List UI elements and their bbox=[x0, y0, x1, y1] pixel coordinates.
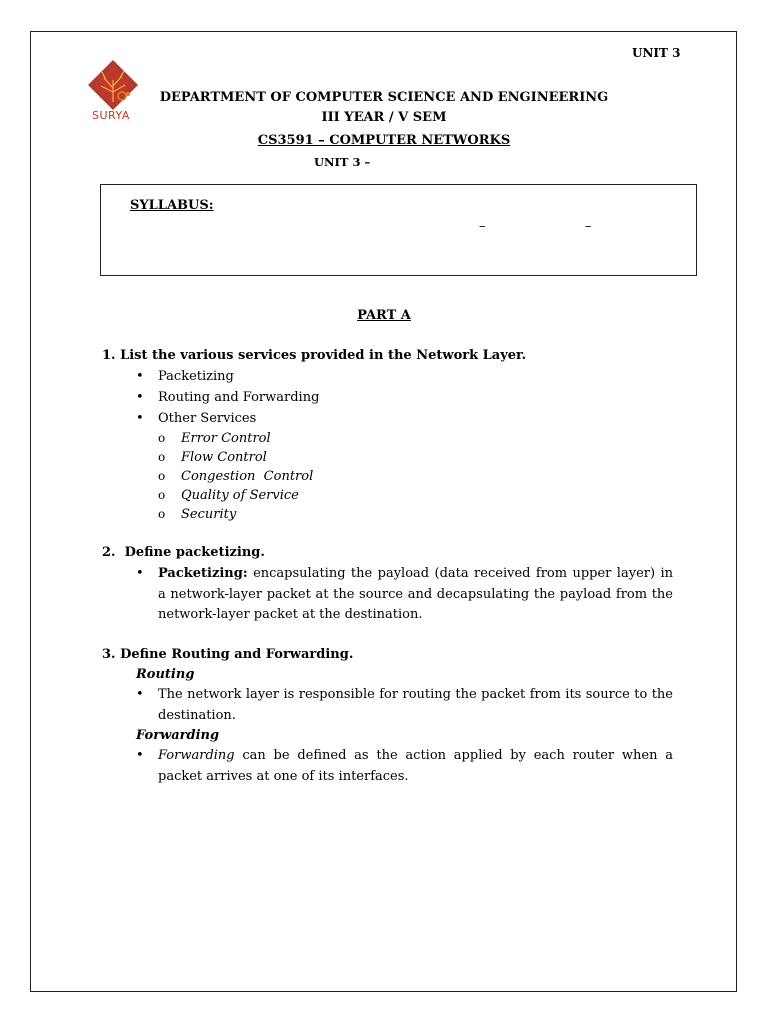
bullet-icon: • bbox=[136, 566, 144, 581]
syllabus-title: SYLLABUS: bbox=[130, 198, 214, 213]
sub-list-item: Quality of Service bbox=[181, 488, 299, 503]
syllabus-dash: – bbox=[585, 219, 592, 234]
routing-heading: Routing bbox=[136, 667, 195, 682]
bullet-icon: • bbox=[136, 748, 144, 763]
syllabus-dash: – bbox=[479, 219, 486, 234]
part-heading: PART A bbox=[357, 308, 411, 323]
sub-list-item: Flow Control bbox=[181, 450, 267, 465]
sub-list-item: Error Control bbox=[181, 431, 271, 446]
forwarding-heading: Forwarding bbox=[136, 728, 220, 743]
term: Packetizing: bbox=[158, 566, 248, 581]
circle-bullet-icon: o bbox=[158, 431, 166, 445]
unit-tag: UNIT 3 bbox=[632, 46, 681, 60]
circle-bullet-icon: o bbox=[158, 488, 166, 502]
term: Forwarding bbox=[158, 748, 235, 763]
question-2: 2. Define packetizing. bbox=[102, 545, 265, 560]
unit-line: UNIT 3 – bbox=[314, 155, 371, 169]
circle-bullet-icon: o bbox=[158, 507, 166, 521]
circle-bullet-icon: o bbox=[158, 450, 166, 464]
question-3: 3. Define Routing and Forwarding. bbox=[102, 647, 354, 662]
forwarding-definition bbox=[158, 746, 673, 787]
sub-list-item: Security bbox=[181, 507, 237, 522]
definition-text: can be defined as the action applied by each router when a packet arrives at one of its interfaces. bbox=[158, 748, 673, 784]
department-title: DEPARTMENT OF COMPUTER SCIENCE AND ENGINEERING bbox=[159, 90, 609, 105]
bullet-icon: • bbox=[136, 411, 144, 426]
packetizing-definition bbox=[158, 564, 673, 626]
list-item: Packetizing bbox=[158, 369, 234, 384]
bullet-icon: • bbox=[136, 369, 144, 384]
list-item: Routing and Forwarding bbox=[158, 390, 320, 405]
bullet-icon: • bbox=[136, 390, 144, 405]
year-semester: III YEAR / V SEM bbox=[321, 110, 447, 125]
bullet-icon: • bbox=[136, 687, 144, 702]
circle-bullet-icon: o bbox=[158, 469, 166, 483]
question-1: 1. List the various services provided in the Network Layer. bbox=[102, 348, 527, 363]
definition-text: encapsulating the payload (data received from upper layer) in a network-layer packet at the source and decapsulating the payload from the network-layer packet at the destination. bbox=[158, 566, 673, 622]
logo-text: SURYA bbox=[92, 109, 130, 122]
course-title: CS3591 – COMPUTER NETWORKS bbox=[257, 133, 511, 148]
sub-list-item: Congestion Control bbox=[181, 469, 314, 484]
list-item: Other Services bbox=[158, 411, 257, 426]
routing-text: The network layer is responsible for routing the packet from its source to the destination. bbox=[158, 687, 673, 723]
page-border bbox=[30, 31, 737, 992]
